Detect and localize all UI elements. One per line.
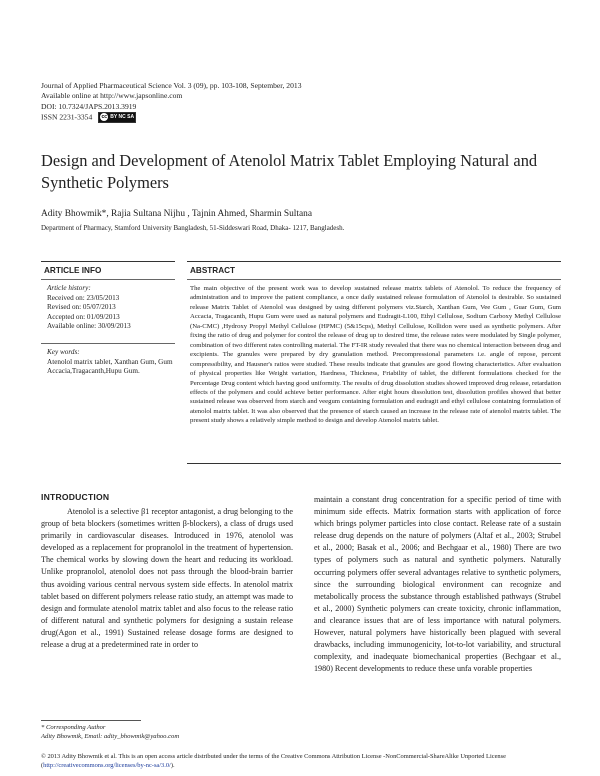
revised-date: Revised on: 05/07/2013 [47, 303, 116, 312]
corresponding-author-label: * Corresponding Author [41, 724, 106, 731]
accepted-date: Accepted on: 01/09/2013 [47, 312, 120, 321]
article-history [47, 284, 177, 332]
journal-issn [41, 112, 401, 123]
journal-citation: Journal of Applied Pharmaceutical Science Vol. 3 (09), pp. 103-108, September, 2013 [41, 81, 302, 90]
article-info-heading: ARTICLE INFO [44, 266, 102, 275]
keywords-label: Key words: [47, 348, 80, 356]
footnote [41, 723, 301, 741]
cc-license-icon[interactable]: cc BY NC SA [98, 112, 136, 123]
keywords [47, 348, 177, 377]
copyright-notice [41, 753, 571, 770]
license-badge-text: BY NC SA [110, 113, 135, 120]
journal-url[interactable]: Available online at http://www.japsonline.com [41, 91, 183, 101]
history-label: Article history: [47, 284, 91, 292]
divider [187, 463, 561, 464]
received-date: Received on: 23/05/2013 [47, 293, 120, 302]
introduction-left-column: Atenolol is a selective β1 receptor antagonist, a drug belonging to the group of beta blockers (sometimes written β-blockers), a class of drugs used primarily in cardiovascular diseases. Introduced in 1976, atenolol was developed as a replacement for propranolol in the treatment of hypertension. The chemical works by slowing down the heart and reducing its workload. Unlike propranolol, atenolol does not pass through the blood-brain barrier thus avoiding various central nervous system side effects. In atenolol matrix tablet based on different polymers release ratio study, an attempt was made to design and formulate atenolol matrix tablet and also focus to the release ratio of different natural and synthetic polymers for designing a sustain release drug(Agon et al., 1991) Sustained release dosage forms are designed to release a drug at a predetermined rate in order to [41, 507, 293, 650]
copyright-text: © 2013 Adity Bhowmik et al. This is an open access article distributed under the terms of the Creative Commons Attribution License -NonCommercial-ShareAlike Unported License ( [41, 753, 506, 769]
online-date: Available online: 30/09/2013 [47, 322, 131, 331]
journal-header [41, 81, 401, 123]
author-list: Adity Bhowmik*, Rajia Sultana Nijhu , Tajnin Ahmed, Sharmin Sultana [41, 209, 313, 219]
abstract-text: The main objective of the present work was to develop sustained release matrix tablets of Atenolol. To reduce the frequency of administration and to improve the patient compliance, a once daily sustained release formulation of Atenolol is desirable. So sustained release Matrix Tablet of Atenolol was designed by using different polymers viz.Starch, Xanthan Gum, Vee Gum , Guar Gum, Gum Accacia, Tragacanth, Hupu Gum were used as natural polymers and Eudragit-L100, Ethyl Cellulose, Sodium Carboxy Methyl Cellulose (Na-CMC) ,Hydroxy Propyl Methyl Cellulose (HPMC) (5&15cps), Methyl Cellulose, Kollidon were used as synthetic polymers. After fixing the ratio of drug and polymer for control the release of drug up to desired time, the release rates were modulated by Single polymer, combination of two different rates controlling material. The FT-IR study revealed that there was no chemical interaction between drug and excipients. The granules were prepared by dry granulation method. Precompressional parameters i.e. angle of repose, percent compressibility, and Hausner's ratios were studied. These results indicate that granules are good flowing characteristics. After evaluation of physical properties like Weight variation, Hardness, Thickness, Friability of tablet, the different formulations checked for the Percentage Drug content which having good uniformity. The results of drug dissolution studies showed improved drug release, retardation effects of the polymers and could achieve better performance. After eight hours dissolution test, dissolution profiles showed that better sustained release was observed from starch and veegum containing formulation and eudragit and ethyl cellulose containing formulation of atenolol matrix tablet. It was also observed that the presence of starch caused an increase in the release rate of atenolol matrix tablet. The present study shows a relatively simple method to design and develop Atenolol matrix tablet. [190, 285, 561, 425]
issn-text: ISSN 2231-3354 [41, 112, 93, 122]
divider [41, 261, 175, 262]
divider [41, 279, 175, 280]
journal-doi: DOI: 10.7324/JAPS.2013.3919 [41, 101, 137, 111]
footnote-divider [41, 720, 141, 721]
introduction-heading: INTRODUCTION [41, 492, 110, 502]
divider [187, 261, 561, 262]
introduction-right-column: maintain a constant drug concentration for a specific period of time with minimum side effects. Matrix formation starts with application of force which brings polymer particles into close contact. Release rate of a sustain release drug depends on the nature of polymers (Altaf et al., 2003; Strubel et al., 2000; Basak et al., 2006; and Bechgaar et al., 1980) There are two types of polymers such as natural and synthetic polymers. Naturally occurring polymers offer several advantages relative to synthetic polymers, since the surrounding biological environment can recognize and metabolically process the substance through established pathways (Strubel et al., 2000) Synthetic polymers can create toxicity, chronic inflammation, and clearance issues that are of less importance with natural polymers. However, natural polymers have historically been plagued with several drawbacks, including immunogenicity, lot-to-lot variability, and structural complexity, and inadequate biomechanical properties (Bechgaar et al., 1980) Recent developments to reduce these unfa vorable properties [314, 495, 561, 674]
divider [187, 279, 561, 280]
affiliation: Department of Pharmacy, Stamford University Bangladesh, 51-Siddeswari Road, Dhaka- 1217, Bangladesh. [41, 224, 345, 232]
divider [41, 343, 175, 344]
copyright-tail: ). [170, 761, 175, 769]
paper-title: Design and Development of Atenolol Matrix Tablet Employing Natural and Synthetic Polymers [41, 151, 538, 192]
abstract-heading: ABSTRACT [190, 266, 236, 275]
license-link[interactable]: http://creativecommons.org/licenses/by-nc-sa/3.0/ [43, 761, 171, 769]
keywords-list: Atenolol matrix tablet, Xanthan Gum, Gum Accacia,Tragacanth,Hupu Gum. [47, 357, 173, 376]
corresponding-author-email: Adity Bhowmik, Email: adity_bhowmik@yahoo.com [41, 733, 180, 740]
